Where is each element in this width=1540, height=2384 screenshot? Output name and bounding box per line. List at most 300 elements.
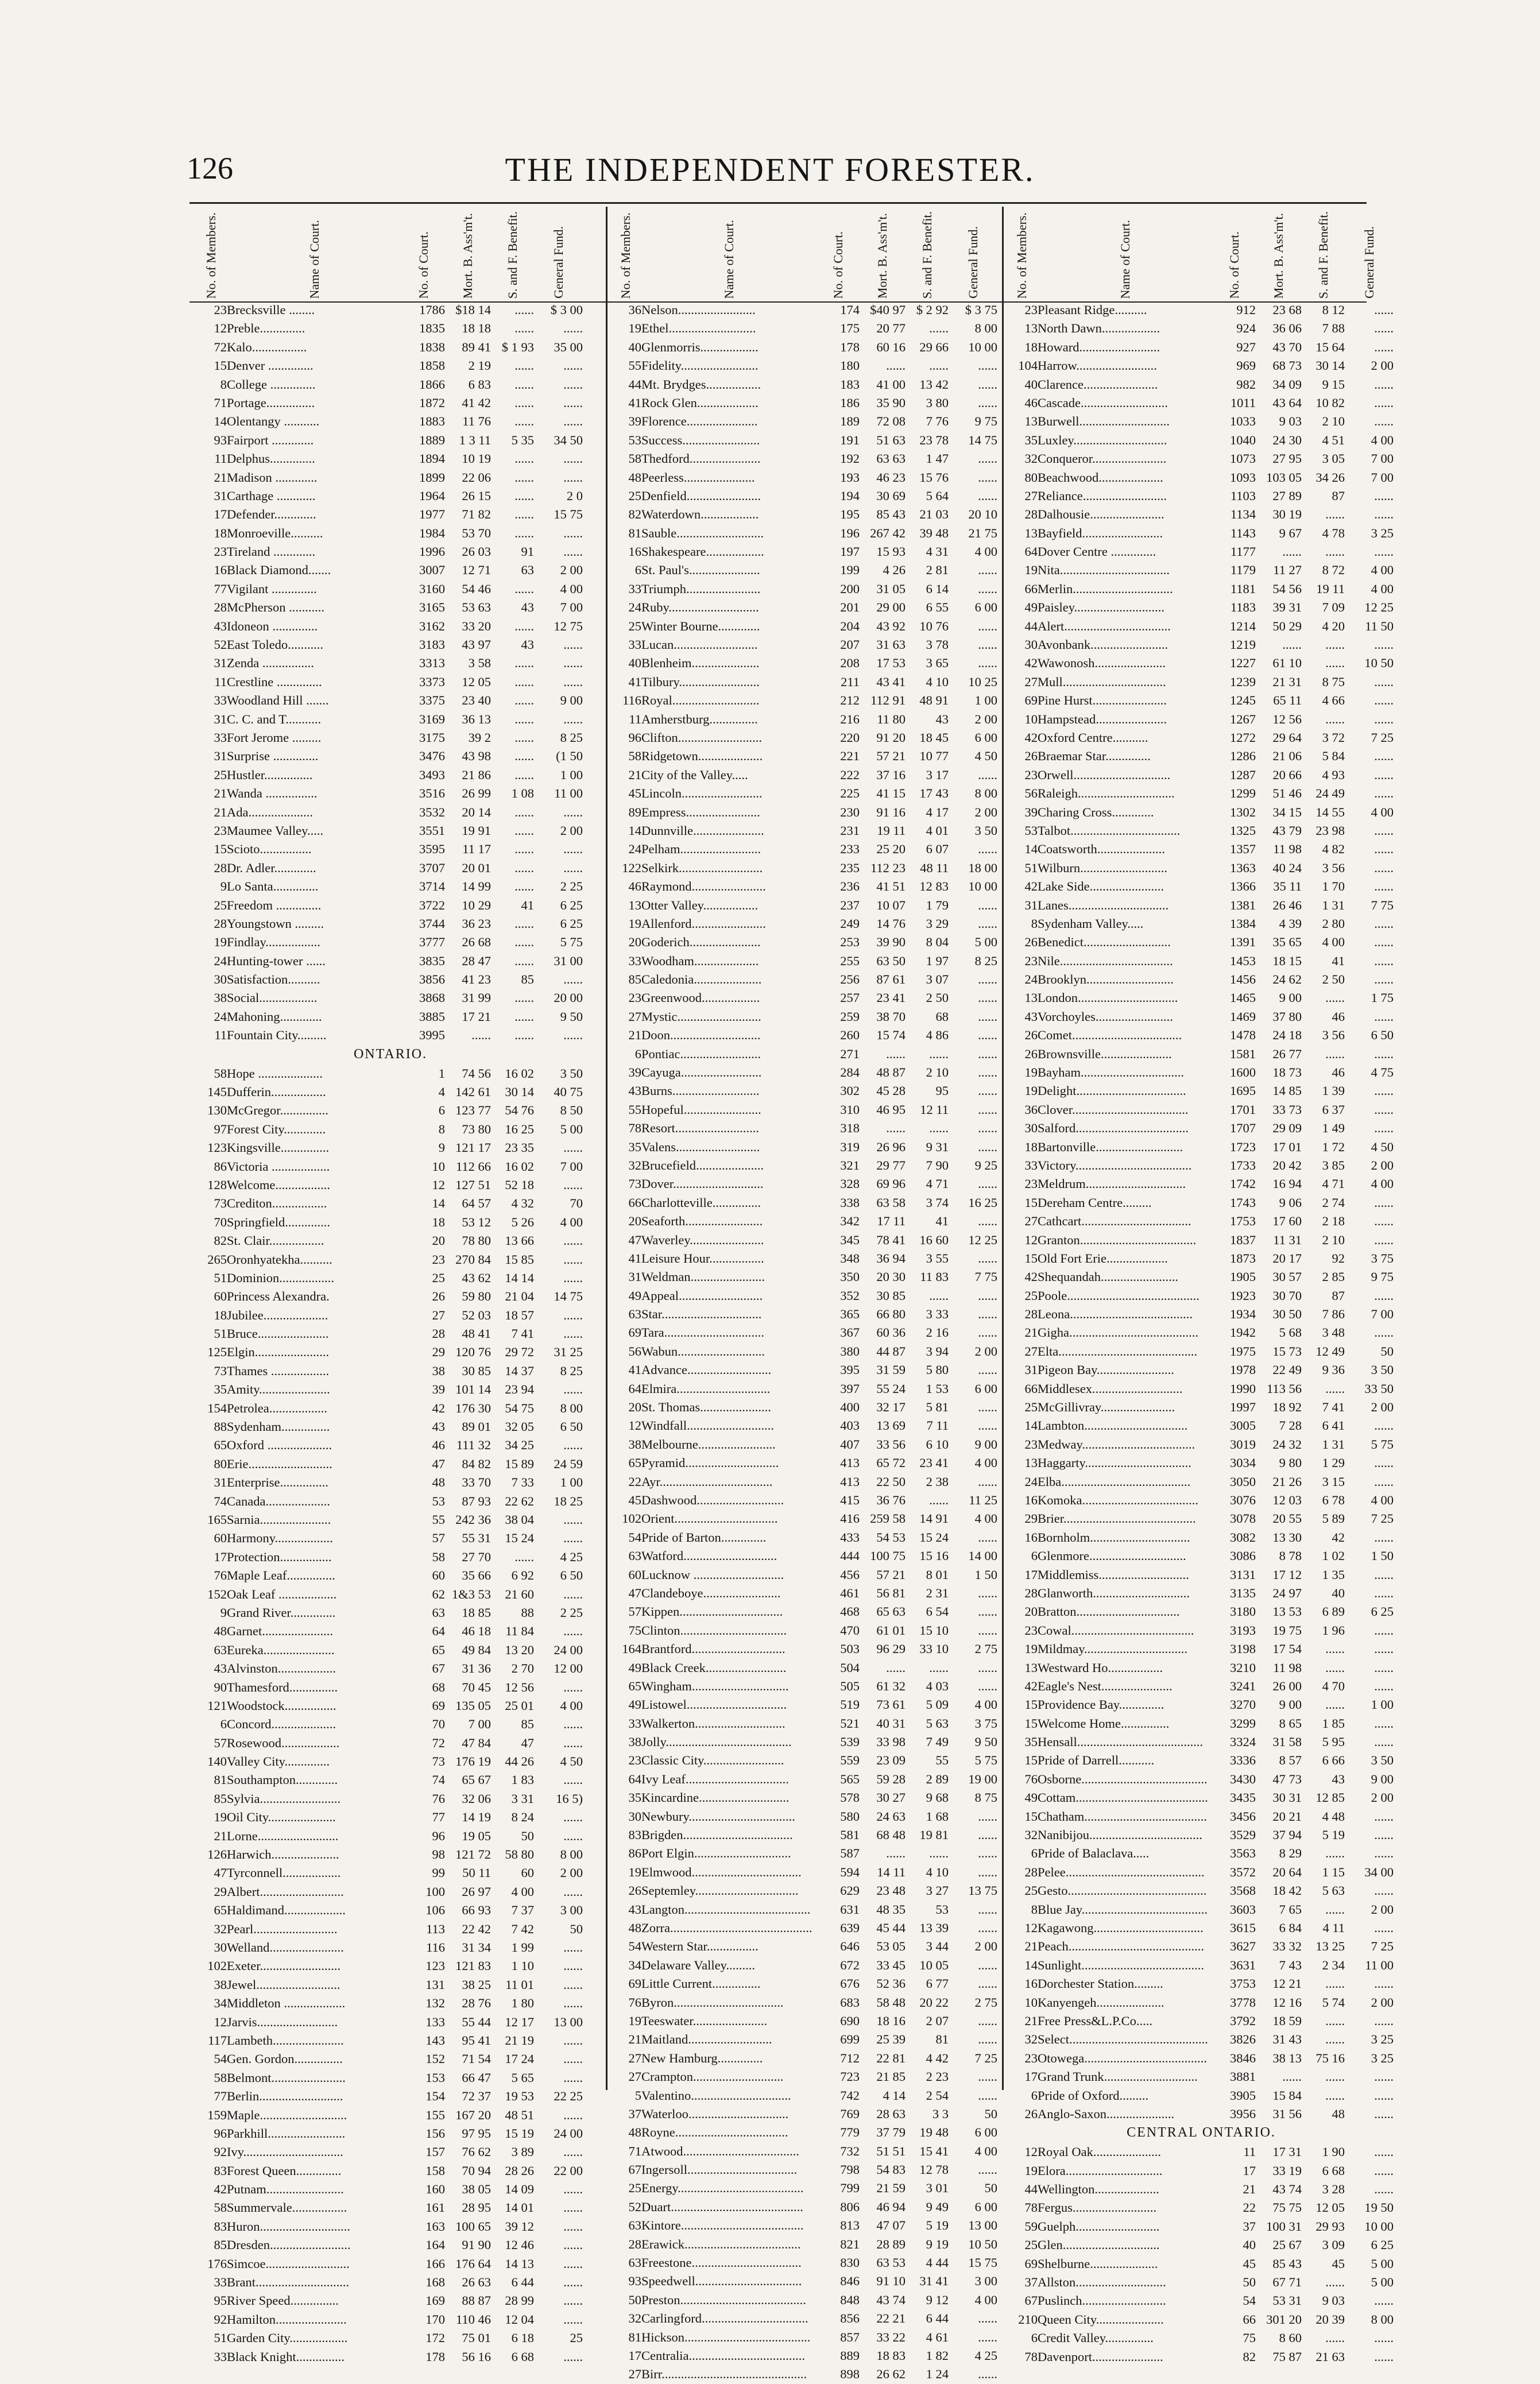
table-row (1006, 2049, 1396, 2068)
cell-members: 165 (207, 1512, 227, 1527)
table-row (610, 1621, 1000, 1640)
cell-mort: 71 54 (462, 2052, 491, 2066)
cell-sick: 2 07 (926, 2013, 949, 2028)
cell-general: ...... (978, 1400, 997, 1415)
cell-name: City of the Valley..... (641, 767, 748, 782)
cell-name: Fountain City......... (227, 1028, 327, 1043)
cell-general: 10 25 (968, 674, 997, 689)
cell-members: 16 (1024, 1493, 1038, 1507)
cell-sick: 1 72 (1322, 1139, 1345, 1154)
cell-court_no: 1287 (1230, 767, 1256, 782)
cell-members: 13 (1024, 990, 1038, 1005)
cell-court_no: 338 (840, 1195, 860, 1210)
cell-general: ...... (1374, 2145, 1394, 2159)
cell-members: 25 (214, 767, 227, 782)
cell-members: 22 (628, 1474, 641, 1489)
cell-members: 66 (628, 1195, 641, 1210)
cell-sick: 4 10 (926, 1864, 949, 1879)
cell-general: ...... (1374, 1716, 1394, 1731)
cell-general: 4 00 (974, 2292, 997, 2307)
cell-sick: 6 66 (1322, 1753, 1345, 1768)
cell-sick: 16 60 (919, 1232, 949, 1247)
cell-sick: 41 (935, 1214, 949, 1229)
cell-sick: 14 13 (505, 2256, 534, 2271)
cell-sick: 3 80 (926, 395, 949, 410)
cell-name: Hope .................... (227, 1066, 323, 1081)
cell-mort: 61 32 (876, 1678, 906, 1693)
cell-members: 54 (214, 2052, 227, 2066)
cell-sick: 20 22 (919, 1995, 949, 2010)
cell-general: 70 (570, 1196, 583, 1211)
cell-sick: 15 24 (505, 1531, 534, 1546)
cell-name: Dr. Adler............. (227, 860, 316, 875)
cell-mort: 68 73 (1272, 358, 1302, 373)
cell-sick: 4 61 (926, 2329, 949, 2344)
cell-court_no: 400 (840, 1400, 860, 1415)
cell-mort: 87 93 (462, 1493, 491, 1508)
cell-name: Erie.......................... (227, 1456, 332, 1471)
cell-name: Jarvis......................... (227, 2014, 338, 2029)
cell-mort: 48 41 (462, 1326, 491, 1341)
cell-members: 13 (1024, 321, 1038, 336)
cell-members: 69 (1024, 2256, 1038, 2271)
cell-court_no: 3956 (1230, 2106, 1256, 2121)
table-row (1006, 673, 1396, 691)
cell-members: 41 (628, 1251, 641, 1265)
cell-members: 65 (214, 1438, 227, 1453)
cell-court_no: 799 (840, 2181, 860, 2196)
cell-mort: 121 17 (455, 1140, 491, 1155)
cell-court_no: 3722 (419, 897, 445, 912)
cell-court_no: 461 (840, 1585, 860, 1600)
cell-general: ...... (1374, 1678, 1394, 1693)
table-row (610, 1640, 1000, 1658)
cell-general: 6 50 (560, 1568, 583, 1583)
cell-name: Watford............................. (641, 1549, 777, 1563)
cell-sick: 19 11 (1316, 581, 1345, 596)
cell-general: ...... (978, 1028, 997, 1043)
cell-name: Crampton............................ (641, 2069, 784, 2084)
table-row (610, 2309, 1000, 2328)
cell-sick: ...... (514, 395, 534, 410)
table-row (1006, 1435, 1396, 1454)
cell-members: 30 (1024, 637, 1038, 652)
table-row (1006, 580, 1396, 598)
cell-mort: $40 97 (870, 303, 906, 317)
cell-name: Amherstburg............... (641, 711, 758, 726)
cell-general: ...... (1374, 414, 1394, 429)
cell-name: Avonbank........................ (1038, 637, 1168, 652)
cell-name: Lambton................................ (1038, 1418, 1188, 1433)
cell-sick: 4 03 (926, 1678, 949, 1693)
cell-name: Elta........................................... (1038, 1344, 1198, 1359)
cell-court_no: 116 (426, 1940, 445, 1955)
cell-mort: 35 90 (876, 395, 906, 410)
cell-members: 52 (628, 2199, 641, 2214)
table-row (1006, 1826, 1396, 1844)
cell-members: 35 (628, 1139, 641, 1154)
cell-members: 63 (628, 2218, 641, 2233)
table-row (195, 1864, 586, 1882)
cell-mort: 110 46 (455, 2312, 491, 2327)
cell-court_no: 6 (438, 1103, 445, 1118)
cell-name: Idoneon .............. (227, 618, 318, 633)
cell-sick: 87 (1332, 488, 1345, 503)
cell-members: 19 (1024, 1642, 1038, 1657)
table-row (195, 2013, 586, 2031)
cell-court_no: 1363 (1230, 860, 1256, 875)
cell-court_no: 3551 (419, 823, 445, 838)
cell-sick: 5 65 (511, 2070, 534, 2085)
table-row (610, 1975, 1000, 1993)
cell-sick: 38 04 (505, 1512, 534, 1527)
cell-general: ...... (1374, 972, 1394, 987)
cell-members: 27 (1024, 674, 1038, 689)
cell-sick: 2 16 (926, 1325, 949, 1340)
table-row (610, 543, 1000, 561)
cell-name: Atwood.................................... (641, 2143, 799, 2158)
cell-mort: 35 65 (1272, 935, 1302, 950)
table-row (1006, 896, 1396, 915)
cell-mort: 30 31 (1272, 1790, 1302, 1805)
cell-general: 1 50 (1371, 1549, 1394, 1563)
cell-name: Raleigh.............................. (1038, 786, 1175, 801)
cell-name: Guelph.......................... (1038, 2219, 1160, 2234)
cell-members: 210 (1018, 2312, 1038, 2327)
cell-sick: 5 09 (926, 1697, 949, 1712)
header-name: Name of Court. (307, 219, 322, 299)
cell-general: 5 00 (1371, 2275, 1394, 2290)
cell-sick: 4 32 (511, 1196, 534, 1211)
cell-sick: 9 68 (926, 1790, 949, 1805)
cell-mort: 47 84 (462, 1735, 491, 1750)
cell-sick: 3 07 (926, 972, 949, 987)
cell-sick: ...... (514, 414, 534, 429)
cell-sick: ...... (514, 823, 534, 838)
cell-mort: 18 85 (462, 1605, 491, 1620)
cell-sick: ...... (929, 1846, 949, 1861)
cell-court_no: 380 (840, 1344, 860, 1359)
cell-mort: 75 87 (1272, 2349, 1302, 2364)
cell-name: Elmira............................. (641, 1381, 771, 1396)
cell-general: ...... (563, 1233, 583, 1248)
table-row (610, 2030, 1000, 2049)
cell-sick: ...... (1325, 2013, 1345, 2028)
cell-mort: 18 83 (876, 2348, 906, 2363)
cell-mort: 73 61 (876, 1697, 906, 1712)
cell-general: 4 00 (1371, 432, 1394, 447)
cell-general: 10 50 (968, 2236, 997, 2251)
cell-mort: 36 23 (462, 916, 491, 931)
cell-name: Blue Jay....................................... (1038, 1902, 1208, 1917)
cell-sick: 6 14 (926, 581, 949, 596)
table-row (1006, 1715, 1396, 1733)
cell-name: McPherson ........... (227, 600, 324, 615)
cell-name: Tara............................... (641, 1325, 765, 1340)
cell-sick: 60 (521, 1866, 534, 1880)
cell-court_no: 848 (840, 2292, 860, 2307)
cell-sick: 3 09 (1322, 2238, 1345, 2253)
cell-general: 14 75 (968, 432, 997, 447)
cell-mort: 1&3 53 (451, 1586, 491, 1601)
cell-court_no: 3210 (1230, 1660, 1256, 1675)
cell-court_no: 857 (840, 2329, 860, 2344)
cell-members: 145 (207, 1085, 227, 1100)
cell-sick: 14 55 (1315, 804, 1345, 819)
cell-sick: 5 84 (1322, 749, 1345, 764)
cell-sick: 7 41 (511, 1326, 534, 1341)
cell-name: Lucan.......................... (641, 637, 758, 652)
cell-sick: 1 39 (1322, 1083, 1345, 1098)
cell-members: 38 (214, 1977, 227, 1992)
cell-members: 11 (214, 674, 227, 689)
column-header (1006, 207, 1396, 301)
cell-members: 19 (628, 916, 641, 931)
table-row (195, 1362, 586, 1380)
table-row (195, 2124, 586, 2143)
table-row (195, 1194, 586, 1213)
cell-name: Middlemiss............................ (1038, 1567, 1189, 1582)
cell-court_no: 413 (840, 1474, 860, 1489)
cell-court_no: 259 (840, 1009, 860, 1024)
cell-members: 6 (634, 1046, 641, 1061)
cell-sick: ...... (514, 711, 534, 726)
cell-members: 63 (628, 1307, 641, 1322)
cell-name: Nita.................................. (1038, 563, 1170, 578)
cell-general: 6 25 (1371, 2238, 1394, 2253)
table-row (195, 691, 586, 710)
cell-court_no: 174 (840, 303, 860, 317)
cell-mort: 85 43 (1272, 2256, 1302, 2271)
cell-general: 4 00 (974, 2143, 997, 2158)
cell-mort: 17 60 (1272, 1214, 1302, 1229)
cell-sick: 7 42 (511, 1921, 534, 1936)
cell-mort: 43 62 (462, 1270, 491, 1285)
cell-court_no: 924 (1236, 321, 1256, 336)
cell-court_no: 3532 (419, 804, 445, 819)
cell-sick: $ 2 92 (916, 303, 949, 317)
cell-court_no: 1302 (1230, 804, 1256, 819)
cell-mort: 26 97 (462, 1884, 491, 1899)
cell-mort: 55 31 (462, 1531, 491, 1546)
table-row (195, 803, 586, 822)
cell-members: 58 (214, 1066, 227, 1081)
table-row (195, 1436, 586, 1454)
cell-members: 123 (207, 1140, 227, 1155)
cell-sick: 11 84 (505, 1624, 534, 1639)
cell-sick: 48 91 (919, 693, 949, 708)
table-row (1006, 1919, 1396, 1937)
cell-members: 43 (628, 1083, 641, 1098)
table-row (1006, 338, 1396, 357)
cell-court_no: 1838 (419, 339, 445, 354)
cell-court_no: 222 (840, 767, 860, 782)
cell-members: 13 (1024, 1456, 1038, 1470)
cell-name: Ingersoll.................................. (641, 2162, 798, 2177)
cell-members: 65 (628, 1678, 641, 1693)
cell-name: Shequandah........................ (1038, 1270, 1178, 1284)
cell-court_no: 468 (840, 1604, 860, 1619)
cell-general: 4 00 (974, 1697, 997, 1712)
cell-sick: 4 70 (1322, 1678, 1345, 1693)
cell-court_no: 157 (425, 2145, 445, 2159)
cell-mort: 15 84 (1272, 2088, 1302, 2103)
cell-court_no: 912 (1236, 303, 1256, 317)
cell-name: Erawick.................................... (641, 2236, 801, 2251)
cell-sick: 11 83 (920, 1270, 949, 1284)
cell-court_no: 3086 (1230, 1549, 1256, 1563)
cell-sick: 9 12 (926, 2292, 949, 2307)
cell-name: Nanibijou................................... (1038, 1828, 1202, 1843)
table-row (195, 1529, 586, 1547)
cell-court_no: 672 (840, 1957, 860, 1972)
cell-mort: 52 36 (876, 1976, 906, 1991)
table-row (1006, 1063, 1396, 1082)
cell-court_no: 1866 (419, 377, 445, 392)
cell-name: Fidelity........................ (641, 358, 759, 373)
cell-members: 122 (622, 860, 641, 875)
cell-general: 20 00 (554, 990, 583, 1005)
cell-general: ...... (978, 1957, 997, 1972)
table-row (195, 729, 586, 747)
cell-general: ...... (563, 1959, 583, 1973)
header-members: No. of Members. (618, 212, 633, 299)
cell-court_no: 123 (425, 1959, 445, 1973)
cell-mort: 36 13 (462, 711, 491, 726)
cell-general: 25 (570, 2331, 583, 2346)
cell-sick: 3 56 (1322, 1028, 1345, 1043)
table-row (1006, 487, 1396, 505)
cell-court_no: 75 (1243, 2331, 1256, 2346)
table-row (610, 561, 1000, 579)
cell-sick: 8 04 (926, 935, 949, 950)
cell-sick: 2 34 (1322, 1957, 1345, 1972)
cell-name: Woodland Hill ....... (227, 693, 329, 708)
cell-members: 73 (214, 1363, 227, 1378)
table-row (610, 636, 1000, 654)
table-row (195, 1176, 586, 1194)
cell-name: Seaforth........................ (641, 1214, 763, 1229)
table-row (610, 1454, 1000, 1472)
cell-general: ...... (978, 1288, 997, 1303)
cell-general: ...... (978, 1809, 997, 1824)
cell-general: ...... (978, 1828, 997, 1843)
cell-mort: 33 22 (876, 2329, 906, 2344)
table-row (610, 1435, 1000, 1454)
table-row (195, 524, 586, 543)
table-row (1006, 1808, 1396, 1826)
cell-sick: ...... (514, 321, 534, 336)
cell-name: Hunting-tower ...... (227, 953, 326, 968)
cell-name: Ivy Leaf................................ (641, 1771, 789, 1786)
cell-court_no: 1894 (419, 451, 445, 466)
table-row (1006, 1398, 1396, 1417)
table-row (610, 376, 1000, 394)
cell-court_no: 58 (432, 1549, 445, 1564)
cell-court_no: 183 (840, 377, 860, 392)
table-row (1006, 1138, 1396, 1156)
cell-mort: 3 58 (468, 656, 491, 671)
cell-members: 76 (628, 1995, 641, 2010)
cell-court_no: 1883 (419, 414, 445, 429)
cell-general: 10 00 (968, 339, 997, 354)
cell-general: ...... (563, 2145, 583, 2159)
cell-sick: ...... (514, 1009, 534, 1024)
cell-name: Zorra............................................ (641, 1920, 812, 1935)
cell-members: 38 (628, 1735, 641, 1750)
cell-members: 28 (1024, 1585, 1038, 1600)
table-row (1006, 1733, 1396, 1751)
cell-court_no: 1143 (1230, 525, 1256, 540)
cell-general: 4 00 (560, 581, 583, 596)
cell-sick: 30 14 (505, 1085, 534, 1100)
cell-members: 60 (214, 1531, 227, 1546)
cell-general: ...... (978, 1083, 997, 1098)
cell-general: ...... (1374, 1809, 1394, 1824)
cell-court_no: 1040 (1230, 432, 1256, 447)
cell-members: 71 (214, 395, 227, 410)
cell-general: 6 50 (560, 1419, 583, 1434)
cell-name: Victory.................................... (1038, 1158, 1192, 1172)
cell-sick: 1 80 (511, 1996, 534, 2011)
cell-sick: 48 (1332, 2106, 1345, 2121)
cell-members: 78 (1024, 2200, 1038, 2215)
table-row (610, 1547, 1000, 1565)
cell-sick: 52 18 (505, 1177, 534, 1192)
cell-court_no: 712 (840, 2050, 860, 2065)
cell-general: ...... (563, 2256, 583, 2271)
cell-court_no: 3835 (419, 953, 445, 968)
table-row (610, 2105, 1000, 2123)
cell-name: Howard......................... (1038, 339, 1160, 354)
cell-name: Carlingford................................. (641, 2311, 808, 2326)
cell-name: Amity...................... (227, 1382, 330, 1397)
cell-members: 88 (214, 1419, 227, 1434)
cell-general: ...... (978, 1660, 997, 1675)
cell-sick: ...... (1325, 1660, 1345, 1675)
table-row (1006, 970, 1396, 989)
cell-court_no: 69 (432, 1698, 445, 1713)
table-row (610, 784, 1000, 803)
cell-name: Clandeboye........................ (641, 1585, 781, 1600)
cell-sick: 3 17 (926, 767, 949, 782)
table-row (1006, 2180, 1396, 2199)
cell-members: 116 (622, 693, 641, 708)
cell-court_no: 1786 (419, 303, 445, 317)
cell-name: Jolly....................................... (641, 1735, 792, 1750)
cell-general: 9 00 (560, 693, 583, 708)
cell-sick: 10 77 (919, 749, 949, 764)
cell-general: ...... (563, 1940, 583, 1955)
cell-name: Pleasant Ridge.......... (1038, 303, 1147, 317)
cell-general: 2 0 (566, 488, 583, 503)
cell-mort: 63 53 (876, 2255, 906, 2270)
cell-general: 4 00 (1371, 563, 1394, 578)
cell-name: Oronhyatekha.......... (227, 1252, 332, 1267)
cell-sick: ...... (1325, 1697, 1345, 1712)
cell-name: Welcome................. (227, 1177, 331, 1192)
cell-sick: ...... (514, 507, 534, 522)
cell-mort: 30 19 (1272, 507, 1302, 522)
cell-sick: 2 10 (926, 1065, 949, 1080)
cell-members: 33 (628, 637, 641, 652)
cell-sick: 7 49 (926, 1735, 949, 1750)
cell-general: ...... (563, 2238, 583, 2253)
cell-name: C. C. and T........... (227, 711, 322, 726)
cell-general: ...... (563, 395, 583, 410)
table-row (195, 2348, 586, 2366)
cell-members: 6 (220, 1717, 227, 1732)
